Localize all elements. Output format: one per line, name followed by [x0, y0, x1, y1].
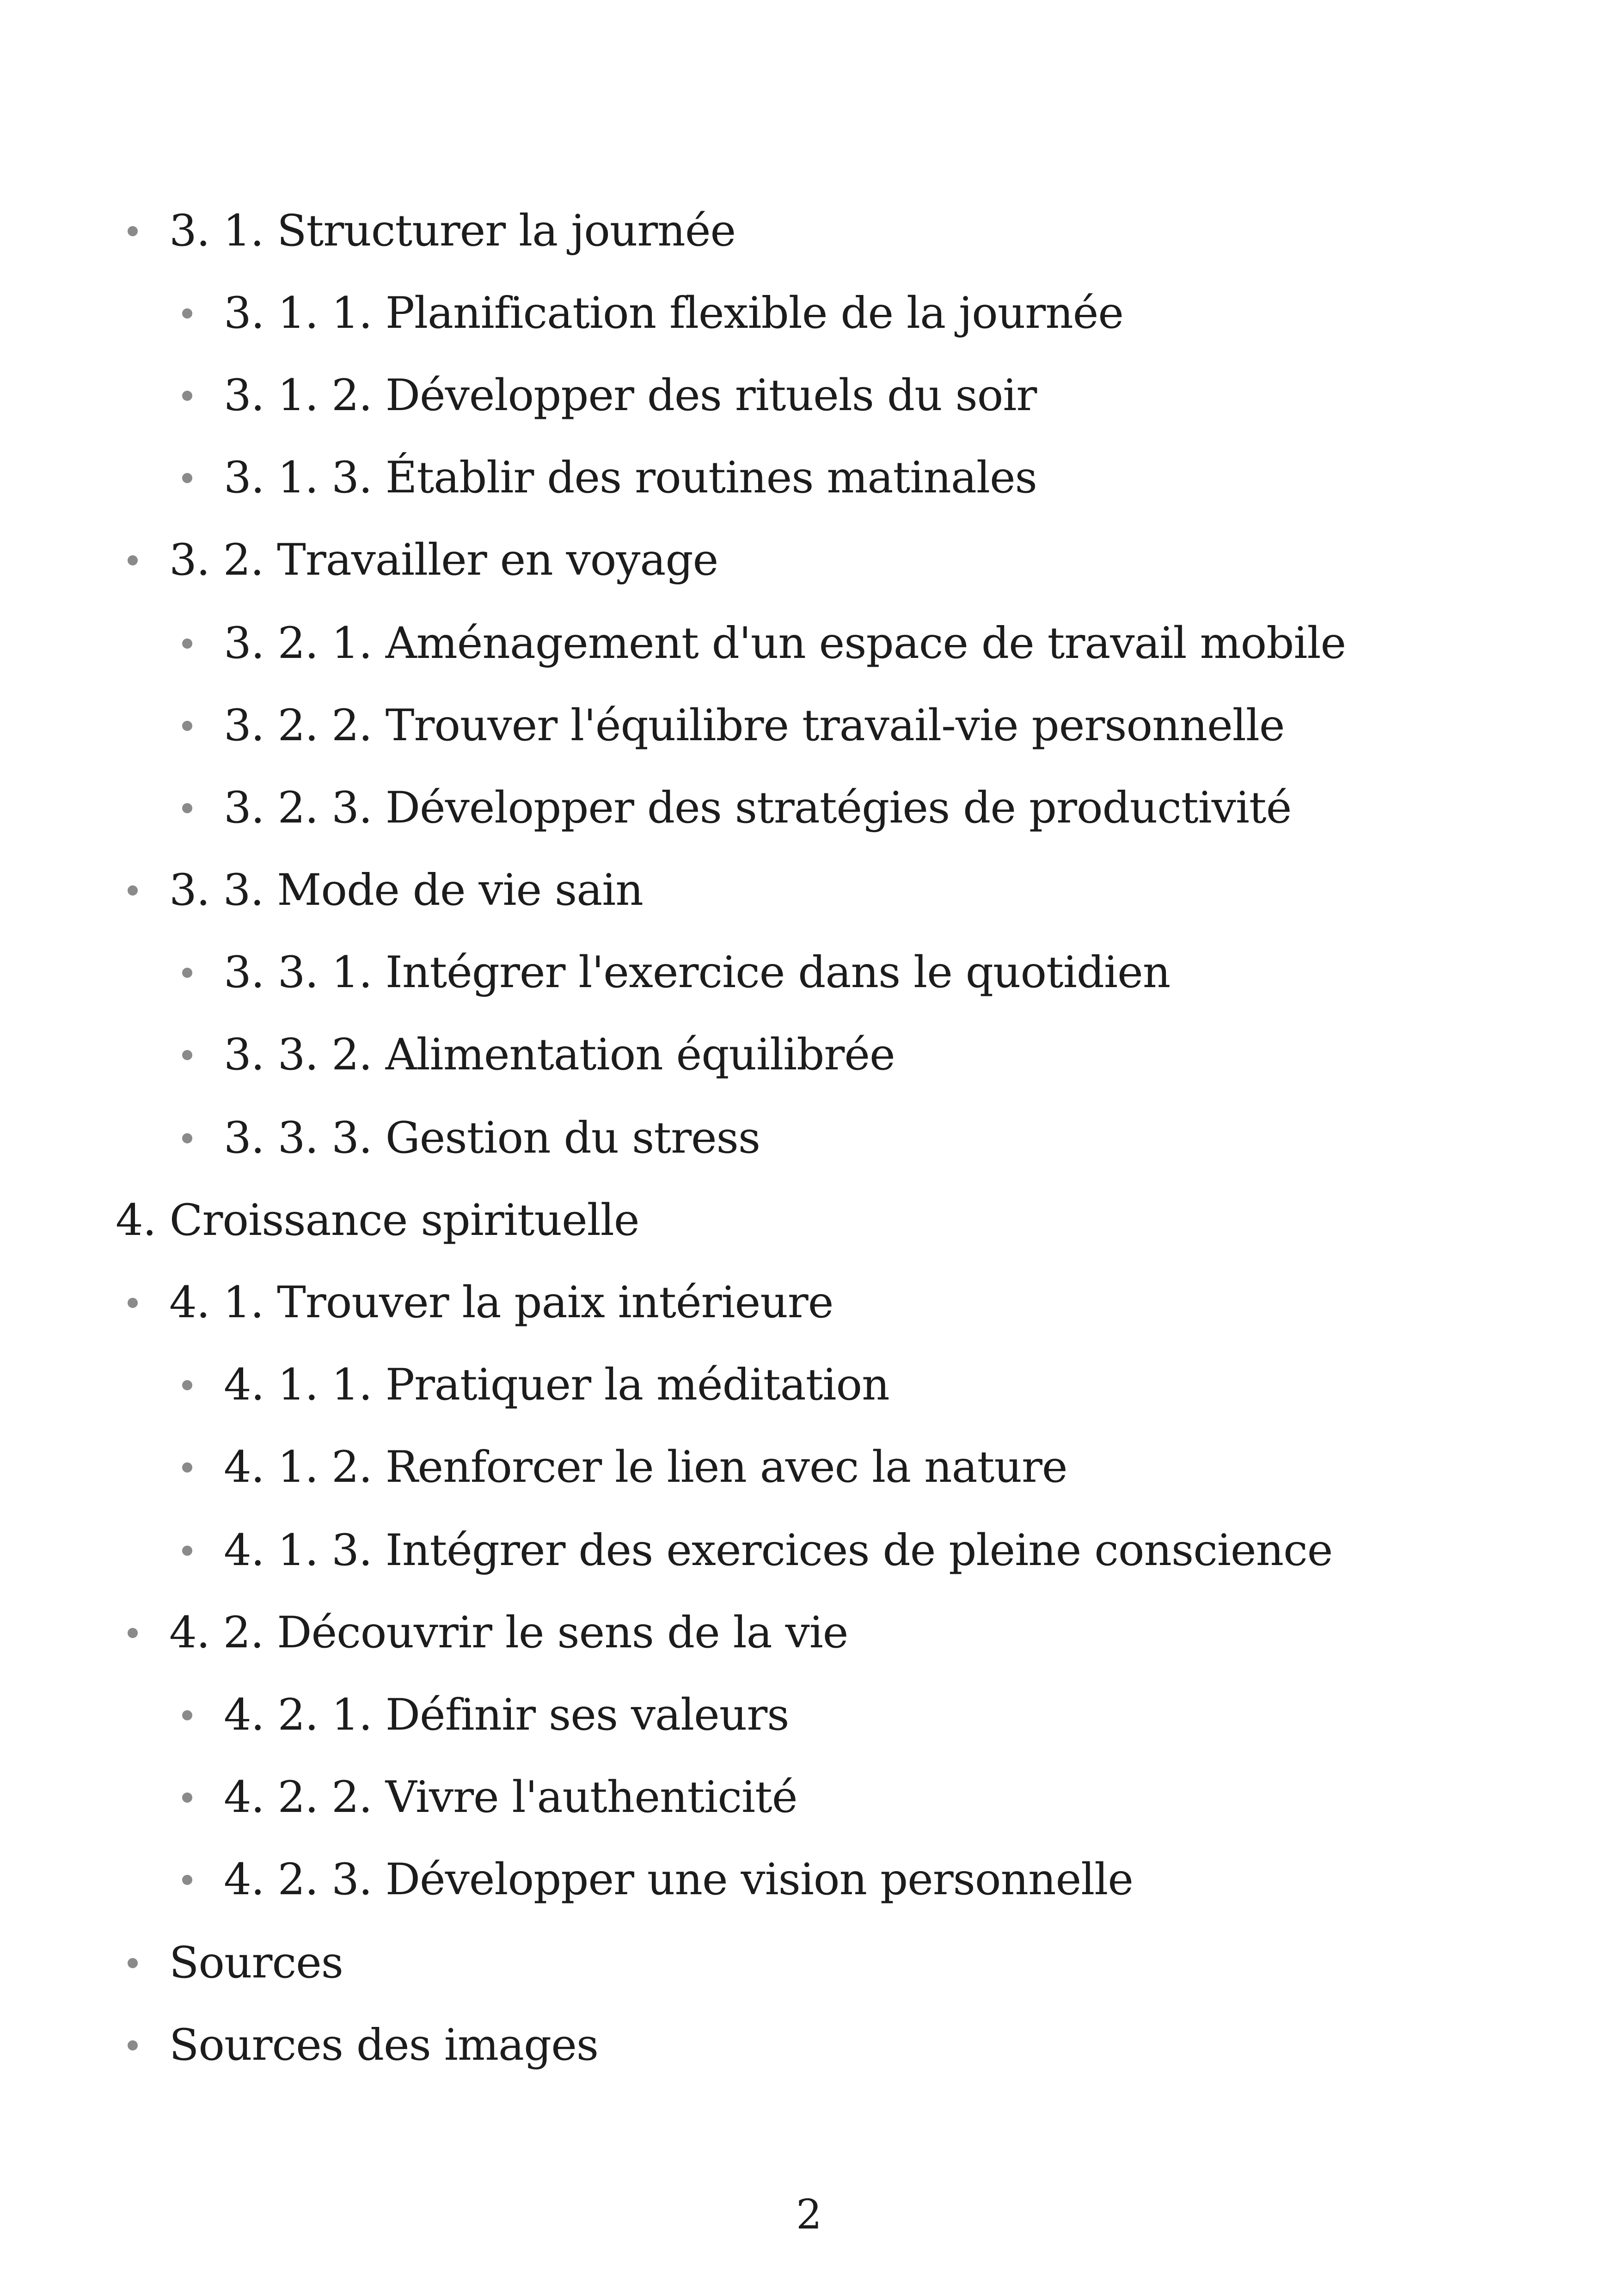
toc-entry-3-3-2[interactable]	[224, 1023, 895, 1087]
toc-entry-label: 4. 2. 3. Développer une vision personnelle	[224, 1854, 1133, 1905]
toc-entry-label: 3. 3. 2. Alimentation équilibrée	[224, 1030, 895, 1080]
toc-entry-label: Sources	[169, 1938, 343, 1988]
toc-entry-label: 4. 2. 2. Vivre l'authenticité	[224, 1772, 797, 1823]
toc-entry-3-1-1[interactable]	[224, 281, 1123, 346]
toc-entry-sources-images[interactable]	[169, 2013, 598, 2078]
toc-entry-4-1-3[interactable]	[224, 1518, 1332, 1583]
toc-entry-label: 3. 2. Travailler en voyage	[169, 535, 718, 585]
toc-entry-label: 3. 1. 1. Planification flexible de la journée	[224, 288, 1124, 338]
toc-entry-label: 3. 2. 3. Développer des stratégies de productivité	[224, 783, 1292, 833]
bullet-icon	[182, 721, 192, 731]
toc-entry-3-3-1[interactable]	[224, 940, 1170, 1005]
bullet-icon	[182, 1380, 192, 1390]
toc-entry-4-1[interactable]	[169, 1271, 833, 1335]
toc-entry-sources[interactable]	[169, 1931, 343, 1995]
bullet-icon	[182, 473, 192, 483]
toc-entry-4-2[interactable]	[169, 1601, 848, 1665]
toc-entry-4-2-3[interactable]	[224, 1848, 1133, 1912]
toc-entry-label: 4. Croissance spirituelle	[116, 1195, 639, 1246]
toc-entry-3-2-2[interactable]	[224, 694, 1285, 758]
toc-entry-label: 3. 2. 1. Aménagement d'un espace de travail mobile	[224, 618, 1346, 669]
toc-entry-label: 3. 1. 3. Établir des routines matinales	[224, 453, 1037, 503]
bullet-icon	[182, 968, 192, 978]
bullet-icon	[182, 1793, 192, 1803]
toc-entry-3-3-3[interactable]	[224, 1106, 760, 1171]
toc-entry-label: 4. 1. Trouver la paix intérieure	[169, 1277, 834, 1328]
bullet-icon	[128, 885, 138, 896]
toc-entry-label: 3. 3. 3. Gestion du stress	[224, 1113, 760, 1163]
bullet-icon	[182, 1546, 192, 1556]
bullet-icon	[182, 638, 192, 649]
bullet-icon	[128, 555, 138, 565]
toc-entry-4-1-1[interactable]	[224, 1353, 889, 1418]
bullet-icon	[182, 1050, 192, 1060]
toc-entry-3-3[interactable]	[169, 858, 643, 923]
toc-entry-label: 3. 1. Structurer la journée	[169, 206, 736, 256]
toc-entry-label: 3. 1. 2. Développer des rituels du soir	[224, 370, 1037, 421]
toc-entry-label: 4. 1. 1. Pratiquer la méditation	[224, 1360, 889, 1410]
toc-entry-3-2-1[interactable]	[224, 611, 1346, 676]
bullet-icon	[182, 1462, 192, 1473]
toc-entry-3-2[interactable]	[169, 528, 718, 593]
bullet-icon	[182, 391, 192, 401]
toc-entry-label: 3. 3. Mode de vie sain	[169, 865, 643, 915]
page-number: 2	[796, 2191, 822, 2238]
toc-entry-4-1-2[interactable]	[224, 1435, 1067, 1500]
toc-entry-label: 4. 1. 2. Renforcer le lien avec la nature	[224, 1442, 1067, 1492]
bullet-icon	[182, 803, 192, 813]
toc-entry-label: 3. 3. 1. Intégrer l'exercice dans le quotidien	[224, 947, 1171, 998]
toc-entry-3-1-3[interactable]	[224, 446, 1037, 510]
bullet-icon	[128, 2040, 138, 2050]
toc-entry-label: Sources des images	[169, 2020, 599, 2070]
toc-entry-label: 3. 2. 2. Trouver l'équilibre travail-vie personnelle	[224, 700, 1285, 751]
bullet-icon	[128, 1298, 138, 1308]
bullet-icon	[182, 308, 192, 319]
toc-entry-3-1[interactable]	[169, 199, 735, 264]
toc-entry-4[interactable]	[116, 1188, 639, 1253]
bullet-icon	[128, 1628, 138, 1638]
toc-entry-3-1-2[interactable]	[224, 363, 1036, 428]
bullet-icon	[128, 226, 138, 236]
bullet-icon	[182, 1710, 192, 1720]
toc-entry-3-2-3[interactable]	[224, 776, 1291, 841]
bullet-icon	[182, 1875, 192, 1885]
bullet-icon	[128, 1958, 138, 1968]
toc-entry-label: 4. 2. Découvrir le sens de la vie	[169, 1608, 848, 1658]
toc-entry-label: 4. 2. 1. Définir ses valeurs	[224, 1690, 789, 1740]
toc-entry-label: 4. 1. 3. Intégrer des exercices de pleine conscience	[224, 1525, 1333, 1576]
bullet-icon	[182, 1133, 192, 1143]
toc-entry-4-2-1[interactable]	[224, 1683, 789, 1748]
toc-entry-4-2-2[interactable]	[224, 1765, 797, 1830]
